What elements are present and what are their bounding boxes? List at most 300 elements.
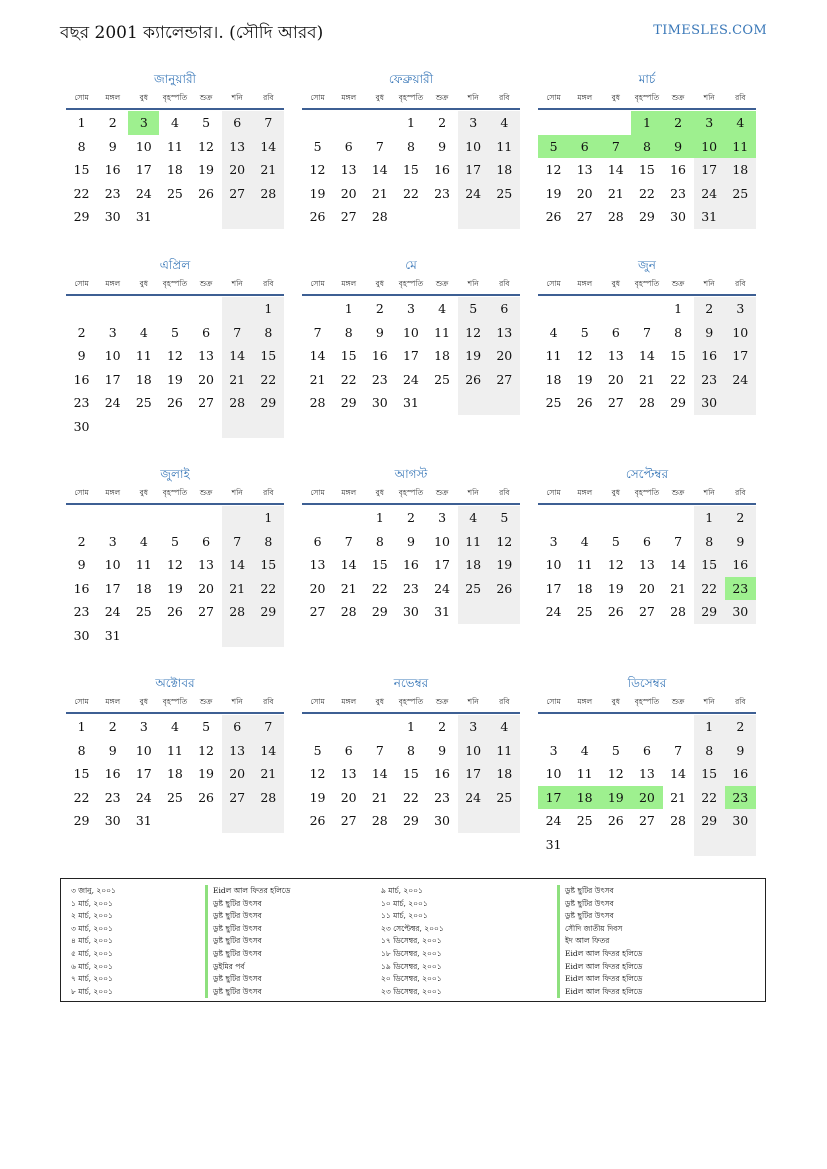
day-grid — [66, 297, 284, 438]
empty-day-cell — [489, 205, 520, 229]
day-cell: 7 — [344, 533, 353, 549]
day-cell: 1 — [344, 301, 353, 317]
empty-day-cell — [159, 624, 190, 648]
legend-date: ২৩ সেপ্টেম্বর, ২০০১ — [381, 923, 444, 933]
day-cell: 7 — [375, 742, 384, 758]
day-cell: 26 — [166, 395, 183, 411]
day-cell: 2 — [725, 715, 756, 739]
day-cell: 21 — [309, 371, 326, 387]
day-cell: 19 — [458, 344, 489, 368]
weekday-label: রবি — [499, 93, 510, 102]
weekday-label: মঙ্গল — [341, 279, 357, 288]
day-cell: 28 — [607, 209, 624, 225]
day-grid — [66, 111, 284, 229]
weekday-label: সোম — [310, 93, 325, 102]
day-cell: 4 — [139, 533, 148, 549]
day-cell: 1 — [253, 297, 284, 321]
legend-holiday-name: ডুষ্ট ছুটির উৎসব — [557, 910, 642, 923]
day-cell: 12 — [198, 742, 215, 758]
empty-day-cell — [128, 624, 159, 648]
day-cell: 14 — [222, 344, 253, 368]
day-cell: 2 — [108, 719, 117, 735]
legend-holiday-name: সৌদি জাতীয় দিবস — [557, 923, 642, 936]
empty-day-cell — [253, 205, 284, 229]
day-cell: 26 — [607, 604, 624, 620]
empty-day-cell — [725, 391, 756, 415]
day-cell: 1 — [674, 301, 683, 317]
day-cell: 28 — [253, 786, 284, 810]
day-grid — [66, 715, 284, 833]
day-cell: 26 — [607, 813, 624, 829]
month-name: নভেম্বর — [393, 676, 429, 690]
day-cell: 28 — [253, 182, 284, 206]
weekday-label: শনি — [231, 697, 243, 706]
day-cell: 30 — [434, 813, 451, 829]
day-cell: 22 — [670, 371, 687, 387]
legend-holiday-name: ডুইমির পর্ব — [205, 961, 290, 974]
empty-day-cell — [600, 297, 631, 321]
holiday-day-cell: 3 — [128, 111, 159, 135]
day-cell: 7 — [375, 138, 384, 154]
day-cell: 19 — [309, 185, 326, 201]
empty-day-cell — [631, 715, 662, 739]
month-name: মার্চ — [638, 72, 656, 86]
day-cell: 27 — [309, 604, 326, 620]
empty-day-cell — [427, 391, 458, 415]
day-cell: 8 — [694, 739, 725, 763]
day-cell: 3 — [406, 301, 415, 317]
day-cell: 16 — [402, 557, 419, 573]
weekday-label: শনি — [467, 93, 479, 102]
month-block — [302, 674, 520, 833]
day-cell: 26 — [198, 789, 215, 805]
day-cell: 29 — [694, 600, 725, 624]
day-cell: 4 — [549, 324, 558, 340]
day-cell: 15 — [694, 553, 725, 577]
day-cell: 13 — [638, 557, 655, 573]
empty-day-cell — [191, 415, 222, 439]
weekday-header — [302, 90, 520, 110]
day-cell: 21 — [371, 185, 388, 201]
empty-day-cell — [222, 809, 253, 833]
day-cell: 7 — [313, 324, 322, 340]
day-cell: 8 — [344, 324, 353, 340]
legend-date: ১১ মার্চ, ২০০১ — [381, 911, 428, 921]
weekday-label: বৃহস্পতি — [634, 279, 660, 288]
day-cell: 24 — [725, 368, 756, 392]
day-cell: 17 — [694, 158, 725, 182]
day-cell: 28 — [222, 600, 253, 624]
holiday-day-cell: 17 — [538, 786, 569, 810]
legend-date: ৩ মার্চ, ২০০১ — [71, 923, 113, 933]
day-cell: 1 — [694, 715, 725, 739]
day-cell: 19 — [545, 185, 562, 201]
day-cell: 22 — [638, 185, 655, 201]
brand-link[interactable]: TIMESLES.COM — [653, 23, 767, 38]
day-cell: 13 — [309, 557, 326, 573]
day-cell: 6 — [489, 297, 520, 321]
legend-date: ৮ মার্চ, ২০০১ — [71, 986, 113, 996]
day-cell: 22 — [73, 185, 90, 201]
month-block — [66, 70, 284, 229]
empty-day-cell — [333, 715, 364, 739]
empty-day-cell — [489, 391, 520, 415]
day-cell: 23 — [73, 395, 90, 411]
weekday-label: বুধ — [139, 93, 148, 102]
weekday-header — [66, 485, 284, 505]
weekday-header — [538, 276, 756, 296]
day-cell: 16 — [371, 348, 388, 364]
day-cell: 5 — [313, 138, 322, 154]
day-cell: 28 — [309, 395, 326, 411]
day-cell: 10 — [402, 324, 419, 340]
weekday-label: শুক্র — [199, 697, 213, 706]
weekday-header — [538, 485, 756, 505]
day-cell: 4 — [139, 324, 148, 340]
day-cell: 29 — [73, 209, 90, 225]
empty-day-cell — [159, 809, 190, 833]
empty-day-cell — [159, 297, 190, 321]
month-block — [302, 465, 520, 624]
day-cell: 25 — [576, 813, 593, 829]
day-cell: 11 — [489, 135, 520, 159]
day-cell: 15 — [402, 162, 419, 178]
weekday-label: রবি — [735, 488, 746, 497]
day-cell: 1 — [406, 115, 415, 131]
day-cell: 20 — [607, 371, 624, 387]
legend-holiday-name: ডুষ্ট ছুটির উৎসব — [205, 973, 290, 986]
holiday-day-cell: 6 — [569, 135, 600, 159]
day-cell: 6 — [222, 715, 253, 739]
weekday-label: রবি — [263, 697, 274, 706]
day-cell: 6 — [313, 533, 322, 549]
day-cell: 8 — [406, 138, 415, 154]
holiday-day-cell: 23 — [725, 786, 756, 810]
day-cell: 5 — [170, 533, 179, 549]
weekday-label: বুধ — [611, 93, 620, 102]
weekday-label: বৃহস্পতি — [162, 488, 188, 497]
day-cell: 2 — [375, 301, 384, 317]
day-cell: 26 — [489, 577, 520, 601]
month-name: এপ্রিল — [159, 258, 191, 272]
empty-day-cell — [395, 205, 426, 229]
weekday-label: বুধ — [611, 697, 620, 706]
day-cell: 30 — [73, 418, 90, 434]
weekday-header — [538, 90, 756, 110]
day-cell: 25 — [725, 182, 756, 206]
day-cell: 29 — [340, 395, 357, 411]
empty-day-cell — [302, 506, 333, 530]
day-grid — [302, 715, 520, 833]
legend-holiday-name: ডুষ্ট ছুটির উৎসব — [205, 986, 290, 999]
day-cell: 27 — [222, 786, 253, 810]
day-cell: 18 — [166, 766, 183, 782]
day-cell: 22 — [73, 789, 90, 805]
legend-date: ২ মার্চ, ২০০১ — [71, 911, 113, 921]
weekday-label: সোম — [310, 488, 325, 497]
legend-holiday-name: ডুষ্ট ছুটির উৎসব — [205, 910, 290, 923]
weekday-label: মঙ্গল — [577, 279, 593, 288]
empty-day-cell — [159, 506, 190, 530]
day-cell: 18 — [434, 348, 451, 364]
day-cell: 29 — [253, 391, 284, 415]
day-grid — [538, 715, 756, 856]
empty-day-cell — [253, 415, 284, 439]
month-block — [66, 256, 284, 438]
empty-day-cell — [128, 415, 159, 439]
weekday-label: শনি — [467, 697, 479, 706]
empty-day-cell — [694, 833, 725, 857]
weekday-label: সোম — [74, 279, 89, 288]
empty-day-cell — [600, 111, 631, 135]
day-cell: 11 — [135, 348, 152, 364]
weekday-label: বৃহস্পতি — [634, 697, 660, 706]
day-cell: 27 — [198, 395, 215, 411]
day-cell: 18 — [135, 371, 152, 387]
weekday-label: মঙ্গল — [105, 697, 121, 706]
day-cell: 7 — [642, 324, 651, 340]
weekday-label: মঙ্গল — [341, 93, 357, 102]
empty-day-cell — [725, 205, 756, 229]
day-cell: 30 — [371, 395, 388, 411]
weekday-label: শনি — [703, 488, 715, 497]
day-cell: 14 — [253, 739, 284, 763]
weekday-label: বৃহস্পতি — [162, 697, 188, 706]
day-cell: 19 — [489, 553, 520, 577]
day-cell: 21 — [607, 185, 624, 201]
day-cell: 15 — [670, 348, 687, 364]
legend-holiday-name: Eidল আল ফিতর হলিডে — [557, 986, 642, 999]
day-cell: 30 — [725, 600, 756, 624]
day-cell: 23 — [371, 371, 388, 387]
day-cell: 19 — [198, 162, 215, 178]
day-cell: 16 — [434, 766, 451, 782]
day-cell: 5 — [170, 324, 179, 340]
day-cell: 20 — [222, 762, 253, 786]
day-cell: 4 — [489, 715, 520, 739]
day-cell: 23 — [104, 185, 121, 201]
month-name: সেপ্টেম্বর — [625, 467, 669, 481]
day-cell: 3 — [139, 719, 148, 735]
empty-day-cell — [538, 111, 569, 135]
day-cell: 13 — [198, 348, 215, 364]
weekday-label: শুক্র — [199, 279, 213, 288]
day-cell: 31 — [104, 627, 121, 643]
day-cell: 17 — [104, 580, 121, 596]
day-cell: 9 — [725, 530, 756, 554]
day-cell: 6 — [202, 324, 211, 340]
day-cell: 2 — [406, 510, 415, 526]
day-cell: 10 — [458, 739, 489, 763]
legend-holiday-name: Eidল আল ফিতর হলিডে — [557, 961, 642, 974]
day-cell: 26 — [309, 813, 326, 829]
empty-day-cell — [663, 715, 694, 739]
day-cell: 17 — [458, 158, 489, 182]
day-cell: 17 — [725, 344, 756, 368]
day-cell: 26 — [309, 209, 326, 225]
holiday-day-cell: 3 — [694, 111, 725, 135]
day-cell: 27 — [340, 209, 357, 225]
weekday-label: রবি — [263, 279, 274, 288]
empty-day-cell — [191, 205, 222, 229]
day-cell: 15 — [638, 162, 655, 178]
day-cell: 19 — [309, 789, 326, 805]
weekday-label: সোম — [74, 488, 89, 497]
day-cell: 2 — [438, 719, 447, 735]
day-cell: 14 — [309, 348, 326, 364]
day-cell: 14 — [607, 162, 624, 178]
day-cell: 16 — [104, 766, 121, 782]
weekday-label: রবি — [263, 93, 274, 102]
weekday-label: সোম — [546, 279, 561, 288]
day-cell: 13 — [222, 739, 253, 763]
empty-day-cell — [97, 297, 128, 321]
weekday-label: বুধ — [375, 279, 384, 288]
day-cell: 25 — [489, 786, 520, 810]
legend-date: ১ মার্চ, ২০০১ — [71, 898, 113, 908]
day-cell: 2 — [108, 115, 117, 131]
day-grid — [538, 297, 756, 415]
day-cell: 18 — [489, 158, 520, 182]
weekday-label: বুধ — [611, 279, 620, 288]
day-cell: 27 — [198, 604, 215, 620]
day-cell: 7 — [674, 533, 683, 549]
day-cell: 22 — [402, 185, 419, 201]
day-cell: 4 — [580, 742, 589, 758]
day-cell: 24 — [135, 789, 152, 805]
day-cell: 27 — [489, 368, 520, 392]
weekday-header — [302, 485, 520, 505]
weekday-label: বুধ — [375, 93, 384, 102]
day-cell: 18 — [576, 580, 593, 596]
day-cell: 20 — [638, 580, 655, 596]
empty-day-cell — [600, 715, 631, 739]
empty-day-cell — [364, 715, 395, 739]
empty-day-cell — [569, 297, 600, 321]
day-cell: 6 — [642, 742, 651, 758]
weekday-label: শুক্র — [199, 488, 213, 497]
empty-day-cell — [538, 506, 569, 530]
day-cell: 1 — [77, 115, 86, 131]
weekday-label: বৃহস্পতি — [398, 697, 424, 706]
empty-day-cell — [631, 506, 662, 530]
empty-day-cell — [159, 205, 190, 229]
month-block — [66, 674, 284, 833]
holiday-day-cell: 19 — [600, 786, 631, 810]
day-cell: 7 — [674, 742, 683, 758]
day-cell: 3 — [725, 297, 756, 321]
day-cell: 18 — [725, 158, 756, 182]
legend-names-col-2 — [557, 885, 642, 998]
empty-day-cell — [253, 624, 284, 648]
day-cell: 3 — [108, 324, 117, 340]
day-cell: 19 — [607, 580, 624, 596]
day-cell: 4 — [438, 301, 447, 317]
day-cell: 5 — [202, 719, 211, 735]
day-cell: 4 — [580, 533, 589, 549]
day-cell: 8 — [253, 321, 284, 345]
day-cell: 5 — [458, 297, 489, 321]
day-cell: 20 — [576, 185, 593, 201]
day-cell: 7 — [253, 111, 284, 135]
weekday-label: মঙ্গল — [577, 93, 593, 102]
day-cell: 17 — [135, 162, 152, 178]
empty-day-cell — [66, 297, 97, 321]
holiday-day-cell: 20 — [631, 786, 662, 810]
day-cell: 12 — [489, 530, 520, 554]
day-cell: 6 — [344, 742, 353, 758]
empty-day-cell — [222, 624, 253, 648]
weekday-label: শনি — [231, 279, 243, 288]
weekday-label: শুক্র — [671, 488, 685, 497]
empty-day-cell — [253, 809, 284, 833]
day-cell: 9 — [406, 533, 415, 549]
weekday-label: সোম — [74, 697, 89, 706]
day-cell: 12 — [198, 138, 215, 154]
day-cell: 5 — [313, 742, 322, 758]
day-cell: 24 — [458, 182, 489, 206]
weekday-label: বৃহস্পতি — [398, 279, 424, 288]
day-cell: 11 — [458, 530, 489, 554]
day-cell: 30 — [73, 627, 90, 643]
empty-day-cell — [663, 833, 694, 857]
day-cell: 31 — [694, 205, 725, 229]
day-cell: 31 — [135, 209, 152, 225]
day-cell: 29 — [73, 813, 90, 829]
day-cell: 28 — [340, 604, 357, 620]
weekday-label: রবি — [499, 488, 510, 497]
legend-holiday-name: ডুষ্ট ছুটির উৎসব — [205, 948, 290, 961]
day-cell: 25 — [576, 604, 593, 620]
holiday-day-cell: 1 — [631, 111, 662, 135]
day-cell: 13 — [222, 135, 253, 159]
weekday-label: রবি — [263, 488, 274, 497]
month-block — [66, 465, 284, 647]
day-cell: 12 — [166, 557, 183, 573]
day-cell: 31 — [402, 395, 419, 411]
empty-day-cell — [427, 205, 458, 229]
day-cell: 1 — [694, 506, 725, 530]
day-cell: 24 — [135, 185, 152, 201]
day-cell: 29 — [253, 600, 284, 624]
weekday-header — [302, 276, 520, 296]
weekday-header — [66, 694, 284, 714]
day-cell: 23 — [73, 604, 90, 620]
day-grid — [302, 111, 520, 229]
day-cell: 30 — [402, 604, 419, 620]
weekday-label: রবি — [499, 279, 510, 288]
day-cell: 14 — [638, 348, 655, 364]
day-cell: 18 — [135, 580, 152, 596]
day-cell: 9 — [438, 138, 447, 154]
legend-date: ২০ ডিসেম্বর, ২০০১ — [381, 974, 442, 984]
weekday-label: শুক্র — [435, 279, 449, 288]
day-cell: 14 — [670, 557, 687, 573]
day-cell: 13 — [198, 557, 215, 573]
day-grid — [538, 111, 756, 229]
weekday-label: শনি — [703, 93, 715, 102]
empty-day-cell — [538, 715, 569, 739]
day-cell: 20 — [309, 580, 326, 596]
weekday-label: বৃহস্পতি — [398, 488, 424, 497]
empty-day-cell — [569, 111, 600, 135]
day-cell: 9 — [77, 557, 86, 573]
month-name: ফেব্রুয়ারী — [388, 72, 434, 86]
day-cell: 20 — [198, 371, 215, 387]
empty-day-cell — [333, 111, 364, 135]
day-cell: 25 — [489, 182, 520, 206]
day-cell: 18 — [489, 762, 520, 786]
